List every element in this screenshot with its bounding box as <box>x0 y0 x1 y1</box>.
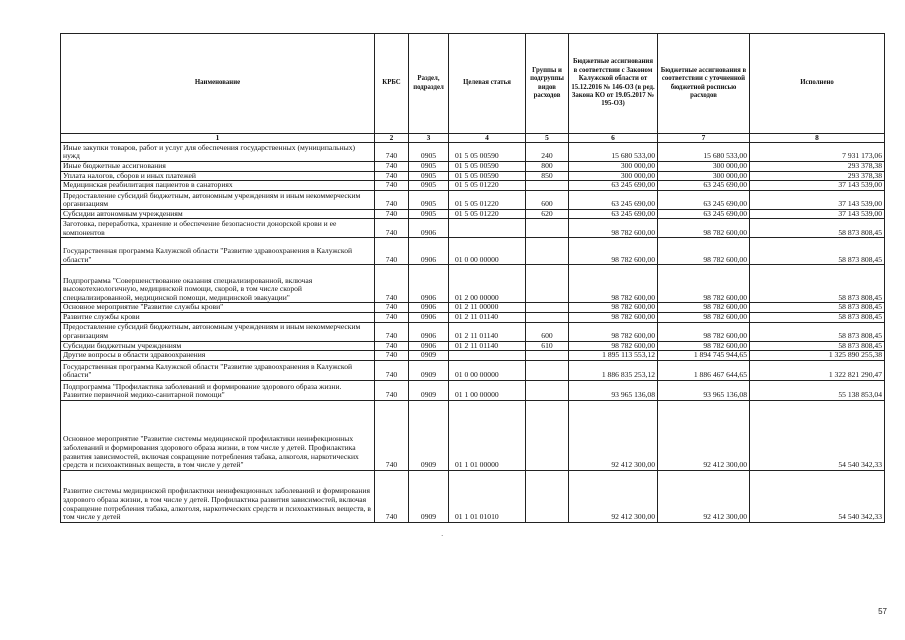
table-row <box>61 209 885 219</box>
row-section: 0905 <box>409 162 449 172</box>
row-assign-refined: 300 000,00 <box>658 162 750 172</box>
header-row <box>61 34 885 134</box>
row-assign-refined: 98 782 600,00 <box>658 312 750 322</box>
row-krbs: 740 <box>375 360 409 380</box>
row-executed: 58 873 808,45 <box>750 341 885 351</box>
row-target: 01 1 00 00000 <box>449 380 526 400</box>
row-name: Государственная программа Калужской области "Развитие здравоохранения в Калужской области" <box>61 360 375 380</box>
column-number: 2 <box>375 134 409 143</box>
row-section: 0909 <box>409 380 449 400</box>
row-group: 800 <box>526 162 569 172</box>
row-krbs: 740 <box>375 470 409 522</box>
row-executed: 7 931 173,06 <box>750 143 885 162</box>
row-target: 01 0 00 00000 <box>449 238 526 265</box>
table-row <box>61 312 885 322</box>
table-row <box>61 162 885 172</box>
row-group: 600 <box>526 322 569 341</box>
row-assign-refined: 93 965 136,08 <box>658 380 750 400</box>
row-krbs: 740 <box>375 380 409 400</box>
row-name: Основное мероприятие "Развитие службы крови" <box>61 303 375 313</box>
row-assign-refined: 98 782 600,00 <box>658 265 750 303</box>
row-assign-law: 15 680 533,00 <box>569 143 658 162</box>
row-executed: 58 873 808,45 <box>750 265 885 303</box>
row-target: 01 2 11 01140 <box>449 341 526 351</box>
row-group <box>526 265 569 303</box>
row-target: 01 2 11 01140 <box>449 322 526 341</box>
row-target: 01 5 05 01220 <box>449 190 526 209</box>
table-row <box>61 400 885 470</box>
row-assign-refined: 98 782 600,00 <box>658 322 750 341</box>
row-name: Иные закупки товаров, работ и услуг для обеспечения государственных (муниципальных) нужд <box>61 143 375 162</box>
row-name: Основное мероприятие "Развитие системы медицинской профилактики неинфекционных заболеваний и формирования здорового образа жизни, в том числе у детей. Профилактика развития зависимостей, включая сокращение потребления табака, алкоголя, наркотических средств и психоактивных веществ, в том числе у детей" <box>61 400 375 470</box>
row-group <box>526 400 569 470</box>
table-body <box>61 143 885 523</box>
row-group <box>526 312 569 322</box>
row-name: Субсидии автономным учреждениям <box>61 209 375 219</box>
row-section: 0909 <box>409 351 449 361</box>
row-krbs: 740 <box>375 303 409 313</box>
table-row <box>61 171 885 181</box>
row-section: 0905 <box>409 143 449 162</box>
row-executed: 58 873 808,45 <box>750 312 885 322</box>
row-executed: 54 540 342,33 <box>750 470 885 522</box>
row-executed: 37 143 539,00 <box>750 209 885 219</box>
row-name: Субсидии бюджетным учреждениям <box>61 341 375 351</box>
column-number: 7 <box>658 134 750 143</box>
row-section: 0905 <box>409 171 449 181</box>
table-row <box>61 341 885 351</box>
row-group <box>526 351 569 361</box>
row-assign-refined: 1 894 745 944,65 <box>658 351 750 361</box>
row-assign-law: 98 782 600,00 <box>569 265 658 303</box>
row-assign-law: 98 782 600,00 <box>569 322 658 341</box>
table-row <box>61 238 885 265</box>
column-number: 5 <box>526 134 569 143</box>
row-assign-refined: 63 245 690,00 <box>658 190 750 209</box>
row-executed: 58 873 808,45 <box>750 322 885 341</box>
row-krbs: 740 <box>375 162 409 172</box>
row-assign-refined: 98 782 600,00 <box>658 303 750 313</box>
row-section: 0906 <box>409 238 449 265</box>
row-assign-law: 300 000,00 <box>569 171 658 181</box>
row-executed: 37 143 539,00 <box>750 190 885 209</box>
row-group <box>526 219 569 238</box>
row-section: 0905 <box>409 181 449 191</box>
table-row <box>61 190 885 209</box>
page-number: 57 <box>878 607 887 616</box>
column-number: 6 <box>569 134 658 143</box>
row-executed: 58 873 808,45 <box>750 219 885 238</box>
row-assign-refined: 92 412 300,00 <box>658 470 750 522</box>
row-target: 01 1 01 00000 <box>449 400 526 470</box>
row-assign-refined: 300 000,00 <box>658 171 750 181</box>
table-row <box>61 143 885 162</box>
header-krbs: КРБС <box>375 34 409 134</box>
row-assign-law: 300 000,00 <box>569 162 658 172</box>
row-krbs: 740 <box>375 219 409 238</box>
row-name: Уплата налогов, сборов и иных платежей <box>61 171 375 181</box>
header-target: Целевая статья <box>449 34 526 134</box>
row-name: Развитие службы крови <box>61 312 375 322</box>
row-assign-refined: 98 782 600,00 <box>658 238 750 265</box>
row-group <box>526 380 569 400</box>
row-group: 850 <box>526 171 569 181</box>
row-executed: 55 138 853,04 <box>750 380 885 400</box>
row-section: 0906 <box>409 312 449 322</box>
row-target: 01 5 05 00590 <box>449 162 526 172</box>
row-name: Иные бюджетные ассигнования <box>61 162 375 172</box>
row-krbs: 740 <box>375 238 409 265</box>
row-assign-law: 63 245 690,00 <box>569 190 658 209</box>
row-section: 0906 <box>409 341 449 351</box>
scan-mark: · <box>441 532 444 540</box>
row-executed: 293 378,38 <box>750 171 885 181</box>
row-target <box>449 351 526 361</box>
row-assign-law: 98 782 600,00 <box>569 303 658 313</box>
row-name: Подпрограмма "Совершенствование оказания специализированной, включая высокотехнологичную, медицинской помощи, скорой, в том числе скорой специализированной, медицинской помощи, медицинской эвакуации" <box>61 265 375 303</box>
row-group <box>526 360 569 380</box>
header-assign-law: Бюджетные ассигнования в соответствии с Законом Калужской области от 15.12.2016 № 146-ОЗ (в ред. Закона КО от 19.05.2017 № 195-ОЗ) <box>569 34 658 134</box>
row-executed: 58 873 808,45 <box>750 238 885 265</box>
row-krbs: 740 <box>375 341 409 351</box>
row-group <box>526 181 569 191</box>
row-executed: 58 873 808,45 <box>750 303 885 313</box>
row-group: 610 <box>526 341 569 351</box>
column-number-row <box>61 134 885 143</box>
row-krbs: 740 <box>375 351 409 361</box>
table-row <box>61 219 885 238</box>
row-target: 01 5 05 01220 <box>449 209 526 219</box>
row-executed: 293 378,38 <box>750 162 885 172</box>
row-target: 01 5 05 01220 <box>449 181 526 191</box>
table-row <box>61 303 885 313</box>
row-assign-refined: 63 245 690,00 <box>658 181 750 191</box>
row-assign-law: 63 245 690,00 <box>569 181 658 191</box>
row-name: Подпрограмма "Профилактика заболеваний и формирование здорового образа жизни. Развитие первичной медико-санитарной помощи" <box>61 380 375 400</box>
row-executed: 37 143 539,00 <box>750 181 885 191</box>
row-group: 240 <box>526 143 569 162</box>
row-group <box>526 303 569 313</box>
row-section: 0906 <box>409 303 449 313</box>
table-row <box>61 351 885 361</box>
row-name: Развитие системы медицинской профилактики неинфекционных заболеваний и формирования здорового образа жизни, в том числе у детей. Профилактика развития зависимостей, включая сокращение потребления табака, алкоголя, наркотических средств и психоактивных веществ, в том числе у детей <box>61 470 375 522</box>
row-target: 01 1 01 01010 <box>449 470 526 522</box>
row-krbs: 740 <box>375 171 409 181</box>
row-assign-law: 63 245 690,00 <box>569 209 658 219</box>
row-krbs: 740 <box>375 209 409 219</box>
row-assign-refined: 92 412 300,00 <box>658 400 750 470</box>
row-assign-law: 92 412 300,00 <box>569 470 658 522</box>
row-section: 0906 <box>409 219 449 238</box>
row-assign-law: 98 782 600,00 <box>569 219 658 238</box>
row-target: 01 2 00 00000 <box>449 265 526 303</box>
budget-table <box>60 33 885 523</box>
row-assign-law: 98 782 600,00 <box>569 312 658 322</box>
row-name: Медицинская реабилитация пациентов в санаториях <box>61 181 375 191</box>
row-section: 0905 <box>409 209 449 219</box>
row-section: 0909 <box>409 400 449 470</box>
header-assign-refined: Бюджетные ассигнования в соответствии с уточненной бюджетной росписью расходов <box>658 34 750 134</box>
row-assign-refined: 98 782 600,00 <box>658 341 750 351</box>
table-row <box>61 265 885 303</box>
row-name: Другие вопросы в области здравоохранения <box>61 351 375 361</box>
table-row <box>61 380 885 400</box>
row-name: Предоставление субсидий бюджетным, автономным учреждениям и иным некоммерческим организациям <box>61 190 375 209</box>
row-section: 0909 <box>409 360 449 380</box>
row-krbs: 740 <box>375 322 409 341</box>
row-executed: 54 540 342,33 <box>750 400 885 470</box>
row-group <box>526 238 569 265</box>
row-assign-law: 98 782 600,00 <box>569 341 658 351</box>
row-krbs: 740 <box>375 181 409 191</box>
row-target: 01 0 00 00000 <box>449 360 526 380</box>
row-section: 0906 <box>409 322 449 341</box>
row-assign-refined: 63 245 690,00 <box>658 209 750 219</box>
row-krbs: 740 <box>375 143 409 162</box>
header-section: Раздел, подраздел <box>409 34 449 134</box>
row-krbs: 740 <box>375 312 409 322</box>
row-assign-law: 92 412 300,00 <box>569 400 658 470</box>
header-name: Наименование <box>61 34 375 134</box>
table-row <box>61 360 885 380</box>
column-number: 1 <box>61 134 375 143</box>
table-row <box>61 470 885 522</box>
row-krbs: 740 <box>375 400 409 470</box>
row-assign-law: 1 895 113 553,12 <box>569 351 658 361</box>
row-assign-refined: 98 782 600,00 <box>658 219 750 238</box>
column-number: 8 <box>750 134 885 143</box>
row-section: 0909 <box>409 470 449 522</box>
header-group: Группы и подгруппы видов расходов <box>526 34 569 134</box>
row-executed: 1 325 890 255,38 <box>750 351 885 361</box>
row-group <box>526 470 569 522</box>
row-assign-law: 1 886 835 253,12 <box>569 360 658 380</box>
row-krbs: 740 <box>375 190 409 209</box>
column-number: 4 <box>449 134 526 143</box>
row-target <box>449 219 526 238</box>
row-name: Государственная программа Калужской области "Развитие здравоохранения в Калужской области" <box>61 238 375 265</box>
row-krbs: 740 <box>375 265 409 303</box>
row-assign-refined: 15 680 533,00 <box>658 143 750 162</box>
row-group: 600 <box>526 190 569 209</box>
row-target: 01 5 05 00590 <box>449 171 526 181</box>
row-group: 620 <box>526 209 569 219</box>
row-target: 01 2 11 01140 <box>449 312 526 322</box>
table-row <box>61 322 885 341</box>
column-number: 3 <box>409 134 449 143</box>
row-target: 01 5 05 00590 <box>449 143 526 162</box>
row-target: 01 2 11 00000 <box>449 303 526 313</box>
row-name: Предоставление субсидий бюджетным, автономным учреждениям и иным некоммерческим организациям <box>61 322 375 341</box>
row-section: 0905 <box>409 190 449 209</box>
table-row <box>61 181 885 191</box>
header-executed: Исполнено <box>750 34 885 134</box>
row-assign-law: 93 965 136,08 <box>569 380 658 400</box>
row-name: Заготовка, переработка, хранение и обеспечение безопасности донорской крови и ее компонентов <box>61 219 375 238</box>
row-assign-law: 98 782 600,00 <box>569 238 658 265</box>
row-executed: 1 322 821 290,47 <box>750 360 885 380</box>
row-assign-refined: 1 886 467 644,65 <box>658 360 750 380</box>
row-section: 0906 <box>409 265 449 303</box>
